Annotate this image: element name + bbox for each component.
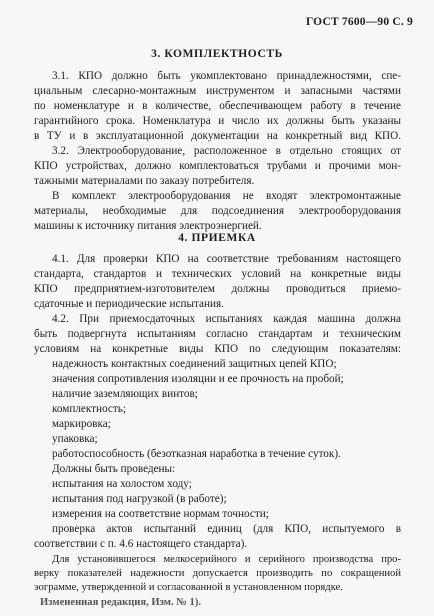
- text-line: тажными материалами по заказу потребителя.: [34, 175, 255, 187]
- note-line: эограмме, утвержденной и согласованной в установленном порядке.: [34, 582, 343, 593]
- text-line: по номенклатуре и в количестве, обеспечивающем работу в течение: [34, 100, 401, 112]
- list-item: комплектность;: [52, 403, 126, 415]
- text-line: быть подвергнута испытаниям согласно стандартам и техническим: [34, 328, 401, 340]
- text-line: гарантийного срока. Номенклатура и число их должны быть указаны: [34, 115, 401, 127]
- text-line: сдаточные и периодические испытания.: [34, 298, 224, 310]
- text-line: материалы, необходимые для подсоединения электрооборудования: [34, 205, 401, 217]
- section-4-title: 4. ПРИЕМКА: [178, 232, 256, 244]
- list-item: наличие заземляющих винтов;: [52, 388, 198, 400]
- amendment-note: Измененная редакция, Изм. № 1).: [40, 597, 202, 608]
- text-line: В комплект электрооборудования не входят электромонтажные: [52, 190, 401, 202]
- list-item: испытания под нагрузкой (в работе);: [52, 493, 227, 505]
- page-header: ГОСТ 7600—90 С. 9: [305, 16, 413, 28]
- text-line: 3.1. КПО должно быть укомплектовано принадлежностями, спе-: [52, 70, 401, 82]
- list-item: работоспособность (безотказная наработка в течение суток).: [52, 448, 341, 460]
- text-line: Должны быть проведены:: [52, 463, 176, 475]
- section-3-title: 3. КОМПЛЕКТНОСТЬ: [151, 48, 283, 60]
- text-line: в ТУ и в эксплуатационной документации на конкретный вид КПО.: [34, 130, 401, 142]
- list-item: значения сопротивления изоляции и ее прочность на пробой;: [52, 373, 344, 385]
- text-line: циальным слесарно-монтажным инструментом и запасными частями: [34, 85, 401, 97]
- list-item: маркировка;: [52, 418, 111, 430]
- list-item: проверка актов испытаний единиц (для КПО, испытуемого в: [52, 523, 401, 535]
- text-line: 3.2. Электрооборудование, расположенное в отдельно стоящих от: [52, 145, 401, 157]
- text-line: 4.1. Для проверки КПО на соответствие требованиям настоящего: [52, 253, 401, 265]
- list-item: испытания на холостом ходу;: [52, 478, 192, 490]
- text-line: условиям на конкретные виды КПО по следующим показателям:: [34, 343, 401, 355]
- note-line: Для установившегося мелкосерийного и серийного производства про-: [52, 554, 401, 565]
- text-line: 4.2. При приемосдаточных испытаниях каждая машина должна: [52, 313, 401, 325]
- list-item: измерения на соответствие нормам точности;: [52, 508, 269, 520]
- text-line: КПО устройствах, должно комплектоваться трубами и прочими мон-: [34, 160, 401, 172]
- list-item: упаковка;: [52, 433, 98, 445]
- text-line: соответствии с п. 4.6 настоящего стандарта).: [34, 538, 248, 550]
- list-item: надежность контактных соединений защитных цепей КПО;: [52, 358, 337, 370]
- text-line: КПО предприятием-изготовителем должны проводиться приемо-: [34, 283, 401, 295]
- note-line: верку показателей надежности допускается производить по сокращенной: [34, 568, 401, 579]
- text-line: стандарта, стандартов и технических условий на конкретные виды: [34, 268, 401, 280]
- text-line: машины к источнику питания электроэнергией.: [34, 220, 262, 232]
